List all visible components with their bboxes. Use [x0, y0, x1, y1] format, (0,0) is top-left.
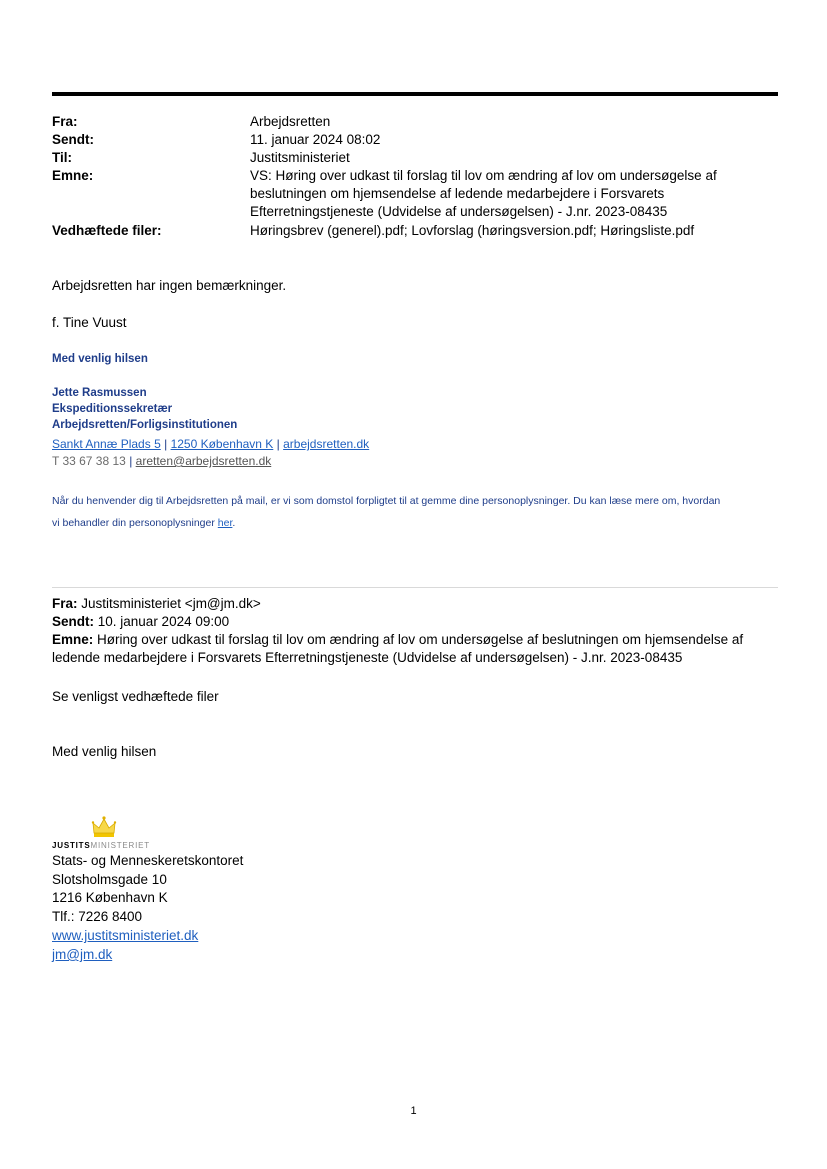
crown-logo-icon: [90, 815, 118, 839]
sent-label: Sendt:: [52, 132, 94, 147]
subject-label: Emne:: [52, 168, 94, 183]
jm-logo-text: [52, 841, 150, 850]
orig-from-label: Fra:: [52, 596, 78, 611]
orig-greeting: Med venlig hilsen: [52, 744, 157, 759]
attachments-label: Vedhæftede filer:: [52, 223, 162, 238]
orig-from: [52, 595, 261, 613]
jm-phone: Tlf.: 7226 8400: [52, 909, 143, 924]
orig-subject: [52, 631, 777, 667]
reply-body: Arbejdsretten har ingen bemærkninger.: [52, 278, 287, 293]
subject-value: VS: Høring over udkast til forslag til lov om ændring af lov om undersøgelse af beslutningen om hjemsendelse af ledende medarbejdere i Forsvarets Efterretningstjeneste (Udvidelse af undersøgelsen) - J.nr. 2023-08435: [250, 168, 717, 219]
jm-website-link[interactable]: www.justitsministeriet.dk: [52, 928, 199, 943]
to-value: Justitsministeriet: [250, 150, 350, 165]
to-label: Til:: [52, 150, 72, 165]
orig-subject-label: Emne:: [52, 632, 94, 647]
signature-name: Jette Rasmussen: [52, 387, 147, 399]
privacy-notice-text: vi behandler din personoplysninger: [52, 517, 218, 529]
address-city-link[interactable]: 1250 København K: [170, 437, 274, 451]
from-label: Fra:: [52, 114, 78, 129]
message-separator: [52, 587, 778, 588]
jm-office: Stats- og Menneskeretskontoret: [52, 853, 244, 868]
signature-org: Arbejdsretten/Forligsinstitutionen: [52, 419, 238, 431]
jm-email-link[interactable]: jm@jm.dk: [52, 947, 113, 962]
sent-value: 11. januar 2024 08:02: [250, 132, 381, 147]
signature-phone: T 33 67 38 13: [52, 454, 126, 468]
jm-city: 1216 København K: [52, 890, 168, 905]
privacy-notice-line1: Når du henvender dig til Arbejdsretten på mail, er vi som domstol forpligtet til at gemme dine personoplysninger. Du kan læse mere om, hvordan: [52, 495, 721, 507]
contact-separator: |: [129, 454, 133, 468]
orig-body: Se venligst vedhæftede filer: [52, 689, 219, 704]
orig-sent-label: Sendt:: [52, 614, 94, 629]
address-separator: |: [164, 437, 168, 451]
page-number: 1: [410, 1105, 417, 1117]
jm-logo-bold: JUSTITS: [52, 841, 91, 850]
header-rule: [52, 92, 778, 96]
jm-logo-light: MINISTERIET: [90, 841, 150, 850]
privacy-notice-period: .: [232, 517, 236, 529]
jm-street: Slotsholmsgade 10: [52, 872, 167, 887]
privacy-here-link[interactable]: her: [217, 517, 233, 529]
website-link[interactable]: arbejdsretten.dk: [283, 437, 370, 451]
address-street-link[interactable]: Sankt Annæ Plads 5: [52, 437, 161, 451]
signature-contact: [52, 453, 271, 469]
orig-from-value: Justitsministeriet <jm@jm.dk>: [81, 596, 261, 611]
orig-sent-value: 10. januar 2024 09:00: [97, 614, 230, 629]
privacy-notice-line2: [52, 511, 235, 535]
signature-address: [52, 436, 369, 452]
from-value: Arbejdsretten: [250, 114, 331, 129]
signature-greeting: Med venlig hilsen: [52, 353, 148, 365]
reply-signoff: f. Tine Vuust: [52, 315, 127, 330]
signature-email-link[interactable]: aretten@arbejdsretten.dk: [135, 454, 272, 468]
attachments-value[interactable]: Høringsbrev (generel).pdf; Lovforslag (høringsversion.pdf; Høringsliste.pdf: [250, 223, 695, 238]
signature-title: Ekspeditionssekretær: [52, 403, 173, 415]
address-separator: |: [276, 437, 280, 451]
orig-sent: [52, 613, 229, 631]
orig-subject-value: Høring over udkast til forslag til lov om ændring af lov om undersøgelse af beslutningen om hjemsendelse af ledende medarbejdere i Forsvarets Efterretningstjeneste (Udvidelse af undersøgelsen) - J.nr. 2023-08435: [52, 632, 744, 665]
